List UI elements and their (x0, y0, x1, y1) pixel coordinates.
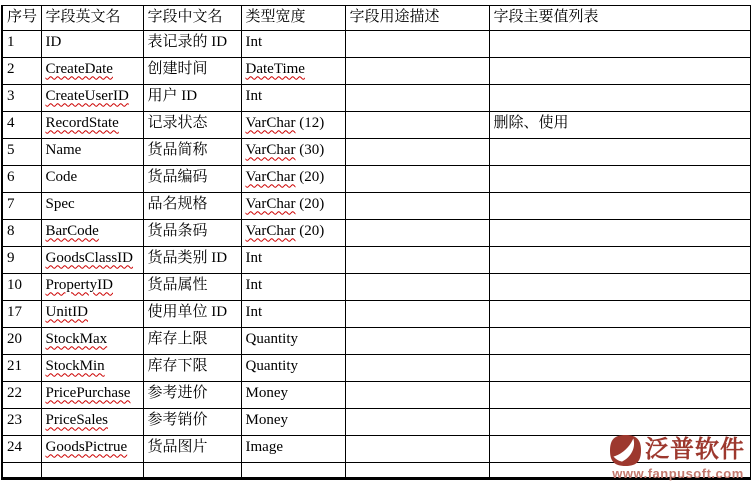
cell-value-list (489, 220, 750, 247)
cell-text: (20) (295, 169, 325, 186)
cell-field-en (41, 112, 143, 139)
cell-row-number (2, 139, 41, 166)
col-header-field-cn: 字段中文名 (143, 6, 241, 31)
cell-usage-desc (345, 409, 489, 436)
cell-value-list (489, 382, 750, 409)
table-row (2, 85, 750, 112)
cell-usage-desc (345, 301, 489, 328)
cell-text: Int (245, 250, 263, 267)
misspelled-text: StockMax (45, 331, 108, 348)
misspelled-text: UnitID (45, 304, 88, 321)
cell-field-en (41, 436, 143, 463)
col-header-usage-desc: 字段用途描述 (345, 6, 489, 31)
col-header-field-en: 字段英文名 (41, 6, 143, 31)
cell-usage-desc (345, 436, 489, 463)
cell-text: 23 (7, 412, 22, 429)
cell-text: 货品简称 (147, 142, 208, 159)
cell-text: Int (245, 277, 263, 294)
fanpusoft-logo-icon (609, 434, 642, 467)
table-row (2, 301, 750, 328)
cell-text: 10 (7, 277, 22, 294)
cell-field-en (41, 85, 143, 112)
cell-text: 20 (7, 331, 22, 348)
col-header-row-number: 序号 (2, 6, 41, 31)
misspelled-text: BarCode (45, 223, 99, 240)
cell-text: 2 (7, 61, 15, 78)
cell-field-cn (143, 31, 241, 58)
table-row (2, 139, 750, 166)
cell-text: 6 (7, 169, 15, 186)
cell-text: 货品图片 (147, 439, 208, 456)
cell-usage-desc (345, 112, 489, 139)
cell-field-en (41, 463, 143, 479)
cell-row-number (2, 85, 41, 112)
table-row (2, 58, 750, 85)
cell-type-width (241, 193, 345, 220)
cell-value-list (489, 58, 750, 85)
cell-type-width (241, 436, 345, 463)
logo-row (609, 433, 747, 467)
cell-field-en (41, 409, 143, 436)
cell-field-cn (143, 274, 241, 301)
cell-type-width (241, 166, 345, 193)
cell-field-cn (143, 112, 241, 139)
logo-url: www.fanpusoft.com (612, 466, 744, 481)
cell-text: Int (245, 34, 263, 51)
cell-row-number (2, 112, 41, 139)
cell-usage-desc (345, 274, 489, 301)
cell-text: 9 (7, 250, 15, 267)
cell-field-cn (143, 220, 241, 247)
table-row (2, 31, 750, 58)
cell-field-cn (143, 58, 241, 85)
cell-text: 货品条码 (147, 223, 208, 240)
cell-usage-desc (345, 382, 489, 409)
cell-field-cn (143, 436, 241, 463)
cell-field-en (41, 220, 143, 247)
cell-field-cn (143, 463, 241, 479)
cell-field-cn (143, 301, 241, 328)
cell-value-list (489, 193, 750, 220)
cell-field-en (41, 166, 143, 193)
cell-usage-desc (345, 58, 489, 85)
cell-row-number (2, 193, 41, 220)
table-row (2, 409, 750, 436)
cell-row-number (2, 409, 41, 436)
cell-field-en (41, 382, 143, 409)
cell-row-number (2, 436, 41, 463)
cell-field-en (41, 247, 143, 274)
cell-row-number (2, 31, 41, 58)
cell-row-number (2, 274, 41, 301)
cell-row-number (2, 463, 41, 479)
cell-value-list (489, 328, 750, 355)
cell-type-width (241, 139, 345, 166)
cell-type-width (241, 409, 345, 436)
cell-text: 用户 ID (147, 88, 198, 105)
field-spec-table (1, 5, 751, 480)
cell-text: 使用单位 ID (147, 304, 228, 321)
table-row (2, 247, 750, 274)
cell-type-width (241, 463, 345, 479)
cell-text: 删除、使用 (493, 115, 569, 132)
cell-usage-desc (345, 85, 489, 112)
table-row (2, 166, 750, 193)
cell-row-number (2, 166, 41, 193)
cell-text: (20) (295, 196, 325, 213)
cell-text: 7 (7, 196, 15, 213)
cell-row-number (2, 58, 41, 85)
table-body (2, 31, 750, 479)
col-header-type-width: 类型宽度 (241, 6, 345, 31)
cell-usage-desc (345, 193, 489, 220)
cell-text: Quantity (245, 331, 298, 348)
misspelled-text: StockMin (45, 358, 105, 375)
cell-text: 库存下限 (147, 358, 208, 375)
misspelled-text: VarChar (245, 223, 296, 240)
logo-name: 泛普软件 (645, 437, 745, 463)
cell-usage-desc (345, 139, 489, 166)
cell-text: (12) (295, 115, 325, 132)
cell-field-cn (143, 409, 241, 436)
cell-field-en (41, 139, 143, 166)
cell-text: 记录状态 (147, 115, 208, 132)
misspelled-text: VarChar (245, 196, 296, 213)
cell-text: Code (45, 169, 78, 186)
cell-type-width (241, 382, 345, 409)
cell-text: ID (45, 34, 62, 51)
cell-text: 货品类别 ID (147, 250, 228, 267)
cell-row-number (2, 328, 41, 355)
misspelled-text: DateTime (245, 61, 305, 78)
cell-text: Int (245, 304, 263, 321)
cell-row-number (2, 301, 41, 328)
cell-value-list (489, 301, 750, 328)
misspelled-text: VarChar (245, 169, 296, 186)
cell-text: 创建时间 (147, 61, 208, 78)
cell-text: (30) (295, 142, 325, 159)
cell-value-list (489, 355, 750, 382)
cell-usage-desc (345, 463, 489, 479)
cell-field-cn (143, 85, 241, 112)
cell-value-list (489, 112, 750, 139)
cell-field-cn (143, 193, 241, 220)
table-row (2, 274, 750, 301)
cell-value-list (489, 139, 750, 166)
cell-field-cn (143, 328, 241, 355)
misspelled-text: GoodsClassID (45, 250, 134, 267)
table-row (2, 112, 750, 139)
cell-text: Name (45, 142, 82, 159)
misspelled-text: VarChar (245, 142, 296, 159)
cell-type-width (241, 247, 345, 274)
cell-row-number (2, 355, 41, 382)
cell-text: 24 (7, 439, 22, 456)
cell-field-cn (143, 139, 241, 166)
table-row (2, 328, 750, 355)
cell-field-cn (143, 166, 241, 193)
cell-text: 3 (7, 88, 15, 105)
misspelled-text: PropertyID (45, 277, 113, 294)
table-row (2, 382, 750, 409)
cell-usage-desc (345, 247, 489, 274)
misspelled-text: PricePurchase (45, 385, 131, 402)
cell-usage-desc (345, 31, 489, 58)
cell-text: Money (245, 412, 288, 429)
misspelled-text: CreateDate (45, 61, 113, 78)
cell-type-width (241, 31, 345, 58)
cell-type-width (241, 301, 345, 328)
cell-row-number (2, 247, 41, 274)
cell-text: 品名规格 (147, 196, 208, 213)
cell-value-list (489, 409, 750, 436)
cell-text: 参考进价 (147, 385, 208, 402)
cell-text: (20) (295, 223, 325, 240)
cell-type-width (241, 85, 345, 112)
cell-text: 5 (7, 142, 15, 159)
cell-text: 货品编码 (147, 169, 208, 186)
misspelled-text: RecordState (45, 115, 119, 132)
cell-row-number (2, 382, 41, 409)
cell-type-width (241, 112, 345, 139)
misspelled-text: CreateUserID (45, 88, 129, 105)
cell-text: 17 (7, 304, 22, 321)
cell-text: 21 (7, 358, 22, 375)
cell-field-en (41, 58, 143, 85)
cell-text: Int (245, 88, 263, 105)
cell-type-width (241, 220, 345, 247)
cell-field-en (41, 31, 143, 58)
cell-field-en (41, 355, 143, 382)
misspelled-text: PriceSales (45, 412, 108, 429)
cell-value-list (489, 31, 750, 58)
cell-value-list (489, 166, 750, 193)
cell-field-en (41, 193, 143, 220)
cell-text: 8 (7, 223, 15, 240)
cell-row-number (2, 220, 41, 247)
cell-value-list (489, 247, 750, 274)
table-header-row (2, 6, 750, 31)
cell-usage-desc (345, 328, 489, 355)
cell-type-width (241, 274, 345, 301)
cell-usage-desc (345, 166, 489, 193)
cell-type-width (241, 328, 345, 355)
cell-text: Quantity (245, 358, 298, 375)
cell-field-en (41, 328, 143, 355)
table-row (2, 193, 750, 220)
cell-text: 参考销价 (147, 412, 208, 429)
cell-text: Image (245, 439, 283, 456)
cell-usage-desc (345, 220, 489, 247)
col-header-value-list: 字段主要值列表 (489, 6, 750, 31)
cell-field-cn (143, 382, 241, 409)
cell-field-en (41, 301, 143, 328)
cell-text: 1 (7, 34, 15, 51)
cell-value-list (489, 85, 750, 112)
cell-field-en (41, 274, 143, 301)
cell-field-cn (143, 247, 241, 274)
cell-usage-desc (345, 355, 489, 382)
cell-text: 表记录的 ID (147, 34, 228, 51)
cell-text: Money (245, 385, 288, 402)
cell-text: 4 (7, 115, 15, 132)
cell-type-width (241, 355, 345, 382)
cell-text: 库存上限 (147, 331, 208, 348)
cell-text: Spec (45, 196, 75, 213)
fanpusoft-watermark (609, 433, 747, 481)
table-row (2, 220, 750, 247)
cell-text: 货品属性 (147, 277, 208, 294)
cell-field-cn (143, 355, 241, 382)
misspelled-text: GoodsPictrue (45, 439, 128, 456)
misspelled-text: VarChar (245, 115, 296, 132)
cell-type-width (241, 58, 345, 85)
cell-value-list (489, 274, 750, 301)
cell-text: 22 (7, 385, 22, 402)
table-row (2, 355, 750, 382)
